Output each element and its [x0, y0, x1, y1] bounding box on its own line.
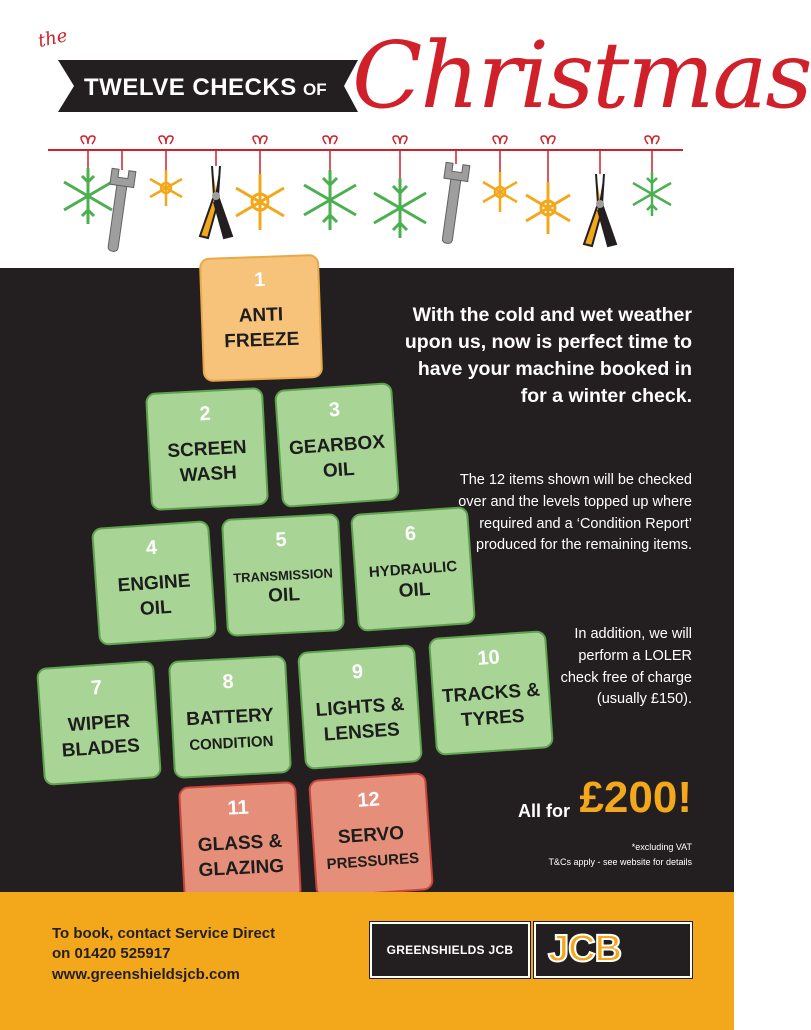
- tile-number: 9: [351, 660, 364, 684]
- tile-number: 12: [356, 788, 381, 812]
- christmas-garland: [48, 130, 688, 262]
- snowflake-icon: [483, 172, 517, 212]
- snowflake-icon: [236, 174, 284, 230]
- check-tile-gearbox-oil: [274, 382, 400, 508]
- contact-block: [52, 924, 275, 985]
- tile-number: 6: [404, 522, 417, 546]
- tile-number: 7: [90, 676, 103, 700]
- wrench-icon: [435, 162, 470, 245]
- price: £200!: [579, 773, 692, 822]
- jcb-logo: [534, 922, 692, 978]
- offer-panel: [0, 268, 734, 892]
- check-tile-anti-freeze: [199, 254, 323, 382]
- tile-label: HYDRAULIC OIL: [368, 557, 458, 602]
- tile-number: 5: [275, 528, 288, 552]
- tile-number: 1: [253, 268, 266, 292]
- tile-number: 8: [222, 670, 235, 694]
- footer: [0, 892, 734, 1030]
- snowflake-icon: [633, 172, 671, 216]
- tile-label: SCREEN WASH: [166, 436, 248, 487]
- check-tile-glass-glazing: [178, 781, 302, 905]
- tile-label: GLASS & GLAZING: [197, 830, 285, 881]
- snowflake-icon: [526, 182, 570, 234]
- check-tile-transmission-oil: [221, 513, 345, 637]
- tile-number: 2: [199, 402, 212, 426]
- dealer-name: GREENSHIELDS JCB: [386, 943, 514, 957]
- tile-label: TRANSMISSION OIL: [232, 565, 334, 607]
- tile-number: 4: [145, 536, 158, 560]
- tile-label: ENGINE OIL: [116, 570, 192, 620]
- tile-label: LIGHTS & LENSES: [315, 693, 405, 746]
- check-tile-engine-oil: [91, 520, 217, 646]
- all-for-label: All for: [518, 801, 570, 821]
- wrench-icon: [101, 168, 136, 253]
- tile-number: 11: [227, 796, 250, 820]
- website-link[interactable]: www.greenshieldsjcb.com: [52, 965, 240, 983]
- tile-number: 3: [328, 398, 341, 422]
- tile-label: TRACKS & TYRES: [441, 679, 541, 731]
- loler-paragraph: In addition, we will perform a LOLER check free of charge (usually £150).: [560, 626, 692, 708]
- terms-note: T&Cs apply - see website for details: [548, 857, 692, 867]
- christmas-script: Christmas: [352, 22, 811, 129]
- pliers-icon: [584, 174, 616, 246]
- check-tile-wiper-blades: [36, 660, 162, 786]
- tile-label: GEARBOX OIL: [288, 431, 386, 482]
- title-text: TWELVE CHECKS: [84, 74, 297, 101]
- pliers-icon: [200, 166, 232, 238]
- tile-number: 10: [476, 646, 501, 670]
- check-tile-battery-condition: [168, 655, 292, 779]
- check-tile-screen-wash: [145, 387, 269, 511]
- snowflake-icon: [150, 170, 182, 206]
- snowflake-icon: [304, 170, 356, 230]
- check-tile-servo-pressures: [308, 772, 434, 898]
- phone-number[interactable]: on 01420 525917: [52, 945, 171, 963]
- vat-note: *excluding VAT: [631, 842, 692, 852]
- check-tile-lights-lenses: [297, 644, 423, 770]
- dealer-logo: [370, 922, 530, 978]
- snowflake-icon: [64, 168, 112, 224]
- description-paragraph: The 12 items shown will be checked over and the levels topped up where required and a ‘Condition Report’ produced for the remaining items.: [458, 472, 692, 554]
- contact-line: To book, contact Service Direct: [52, 925, 276, 942]
- of-text: OF: [303, 80, 327, 99]
- tile-label: BATTERY CONDITION: [185, 704, 275, 754]
- snowflake-icon: [374, 178, 426, 238]
- tile-label: SERVO PRESSURES: [326, 822, 420, 873]
- check-tile-tracks-tyres: [428, 630, 554, 756]
- tile-label: WIPER BLADES: [61, 710, 141, 762]
- header-section: [0, 0, 811, 268]
- tile-label: ANTI FREEZE: [223, 304, 300, 352]
- jcb-logo-text: JCB: [548, 928, 622, 970]
- headline-text: With the cold and wet weather upon us, now is perfect time to have your machine booked in for a winter check.: [404, 304, 692, 407]
- the-word: the: [36, 25, 70, 52]
